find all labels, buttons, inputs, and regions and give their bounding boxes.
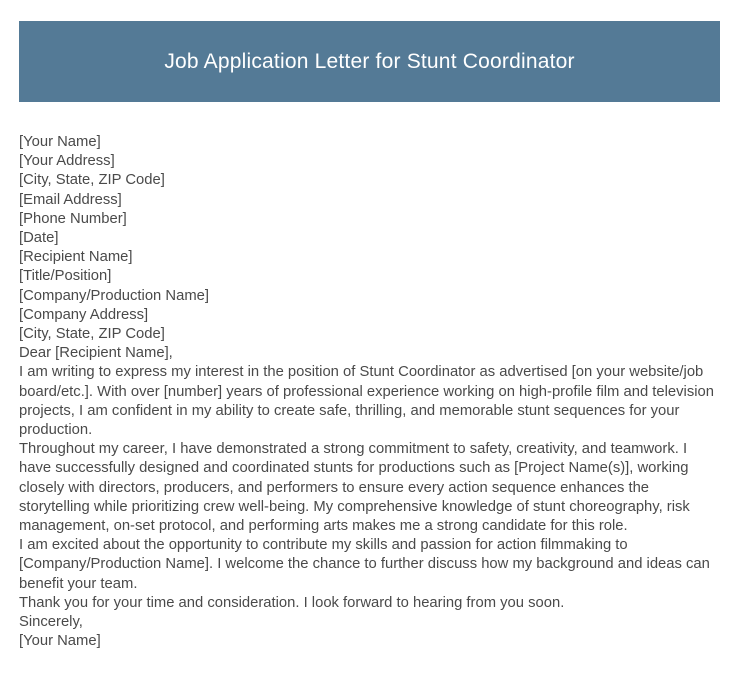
sender-email: [Email Address] [19,191,122,208]
sender-address: [Your Address] [19,153,115,170]
recipient-company: [Company/Production Name] [19,287,209,304]
sender-city-state-zip: [City, State, ZIP Code] [19,172,165,189]
body-paragraph-3: I am excited about the opportunity to contribute my skills and passion for action filmmaking to [Company/Production Name]. I welcome the chance to further discuss how my background and ideas can benefit your team. [19,537,710,592]
letter-date: [Date] [19,230,59,247]
document-header-banner [19,21,720,102]
sender-name: [Your Name] [19,134,101,150]
recipient-city-state-zip: [City, State, ZIP Code] [19,326,165,343]
sender-phone: [Phone Number] [19,210,127,227]
body-paragraph-1: I am writing to express my interest in the position of Stunt Coordinator as advertised [on your website/job board/etc.]. With over [number] years of professional experience working on high-profile film and television projects, I am confident in my ability to create safe, thrilling, and memorable stunt sequences for your production. [19,364,714,439]
signature-name: [Your Name] [19,633,101,650]
body-paragraph-2: Throughout my career, I have demonstrated a strong commitment to safety, creativity, and teamwork. I have successfully designed and coordinated stunts for productions such as [Project Name(s)], working closely with directors, producers, and performers to ensure every action sequence enhances the storytelling while prioritizing crew well-being. My comprehensive knowledge of stunt choreography, risk management, on-set protocol, and performing arts makes me a strong candidate for this role. [19,441,690,535]
body-paragraph-4: Thank you for your time and consideration. I look forward to hearing from you soon. [19,594,565,611]
recipient-title: [Title/Position] [19,268,112,285]
letter-body [19,133,715,651]
recipient-name: [Recipient Name] [19,249,133,266]
salutation: Dear [Recipient Name], [19,345,173,362]
closing-salutation: Sincerely, [19,614,83,631]
recipient-address: [Company Address] [19,306,149,323]
page-title: Job Application Letter for Stunt Coordinator [164,49,575,73]
